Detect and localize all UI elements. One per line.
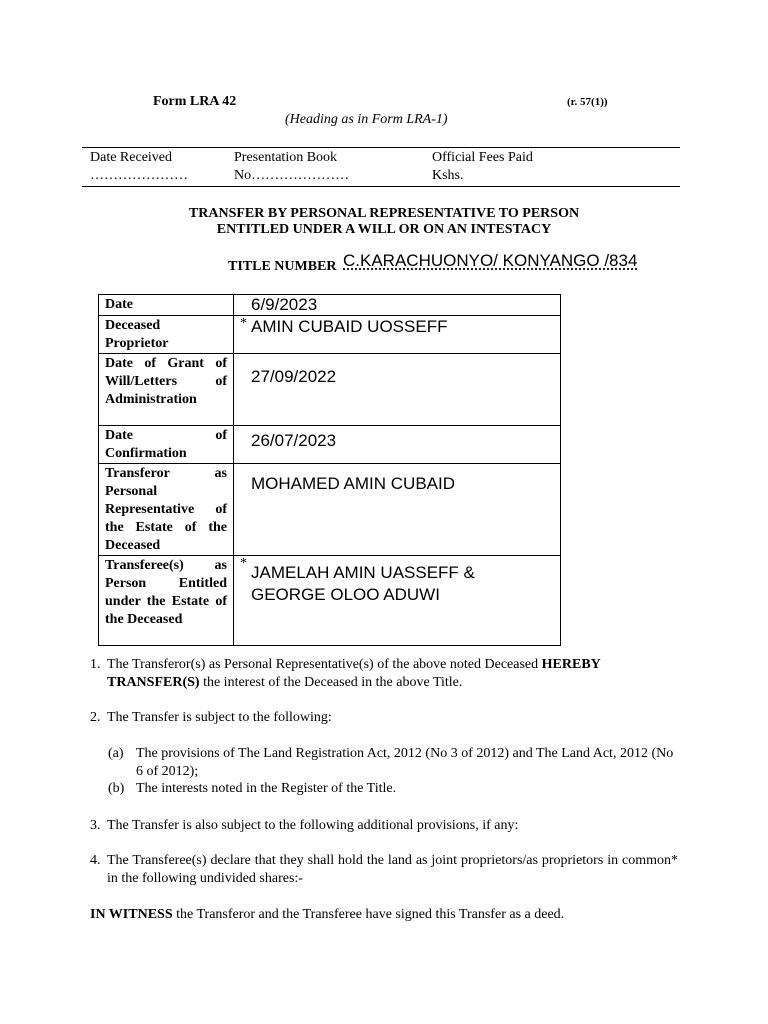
table-row — [99, 464, 561, 556]
heading-note: (Heading as in Form LRA-1) — [285, 112, 448, 127]
deceased-cell — [234, 316, 561, 354]
deceased-value: AMIN CUBAID UOSSEFF — [251, 317, 448, 336]
official-fees-label: Official Fees Paid — [432, 150, 533, 165]
presentation-book-no: No………………… — [234, 168, 350, 183]
transfer-details-table — [98, 294, 561, 646]
witness-clause — [90, 906, 678, 924]
table-row — [99, 295, 561, 316]
transferee-label: Transferee(s) as Person Entitled under the Estate of the Deceased — [99, 556, 234, 646]
transferor-label: Transferor as Personal Representative of the Estate of the Deceased — [99, 464, 234, 556]
clause-3-text: The Transfer is also subject to the following additional provisions, if any: — [107, 818, 519, 833]
title-number-value: C.KARACHUONYO/ KONYANGO /834 — [343, 251, 638, 270]
witness-heading: IN WITNESS — [90, 907, 173, 922]
official-fees-currency: Kshs. — [432, 168, 464, 183]
title-line-2: ENTITLED UNDER A WILL OR ON AN INTESTACY — [216, 222, 552, 237]
clause-3-number: 3. — [90, 818, 101, 833]
clause-2-text: The Transfer is subject to the following: — [107, 710, 332, 725]
date-received-label: Date Received — [90, 150, 173, 165]
witness-text: the Transferor and the Transferee have signed this Transfer as a deed. — [172, 907, 565, 922]
table-row — [99, 556, 561, 646]
title-line-1: TRANSFER BY PERSONAL REPRESENTATIVE TO PERSON — [188, 206, 580, 221]
date-received-dots: ………………… — [90, 168, 188, 183]
document-title — [0, 206, 768, 238]
clause-1-number: 1. — [90, 657, 101, 672]
clause-1-text-end: the interest of the Deceased in the above Title. — [199, 675, 463, 690]
title-number-label: TITLE NUMBER — [228, 259, 337, 274]
clause-2b-label: (b) — [108, 781, 125, 796]
date-value: 6/9/2023 — [234, 295, 561, 316]
grant-label: Date of Grant of Will/Letters of Administration — [99, 354, 234, 426]
asterisk-mark: * — [240, 556, 247, 571]
clause-4-text: The Transferee(s) declare that they shall hold the land as joint proprietors/as proprietors in common* in the following undivided shares:- — [107, 853, 678, 886]
confirmation-value: 26/07/2023 — [234, 426, 561, 464]
table-row — [99, 316, 561, 354]
clause-1-text: The Transferor(s) as Personal Representative(s) of the above noted Deceased — [107, 657, 542, 672]
confirmation-label: Date of Confirmation — [99, 426, 234, 464]
deceased-label: Deceased Proprietor — [99, 316, 234, 354]
clause-2a-text: The provisions of The Land Registration Act, 2012 (No 3 of 2012) and The Land Act, 2012 (No 6 of 2012); — [136, 746, 674, 779]
clause-2a-label: (a) — [108, 746, 124, 761]
grant-value: 27/09/2022 — [234, 354, 561, 426]
form-name: Form LRA 42 — [153, 94, 237, 109]
clause-1-transfer: TRANSFER(S) — [107, 675, 200, 690]
clause-2b — [108, 780, 680, 798]
transferee-cell — [234, 556, 561, 646]
clause-4-number: 4. — [90, 853, 101, 868]
bottom-divider — [82, 186, 680, 187]
clause-4 — [90, 852, 678, 888]
clause-2a — [108, 745, 680, 781]
presentation-book-label: Presentation Book — [234, 150, 338, 165]
table-row — [99, 426, 561, 464]
clause-2-number: 2. — [90, 710, 101, 725]
transferee-value-2: GEORGE OLOO ADUWI — [251, 585, 440, 604]
table-row — [99, 354, 561, 426]
rule-reference: (r. 57(1)) — [567, 96, 608, 108]
clause-1 — [90, 656, 678, 692]
transferee-value-1: JAMELAH AMIN UASSEFF & — [251, 563, 475, 582]
transferor-value: MOHAMED AMIN CUBAID — [234, 464, 561, 556]
top-divider — [82, 147, 680, 148]
clause-2 — [90, 709, 678, 727]
clause-3 — [90, 817, 678, 835]
date-label: Date — [99, 295, 234, 316]
clause-2b-text: The interests noted in the Register of the Title. — [136, 781, 397, 796]
asterisk-mark: * — [240, 316, 247, 331]
clause-1-hereby: HEREBY — [541, 657, 601, 672]
